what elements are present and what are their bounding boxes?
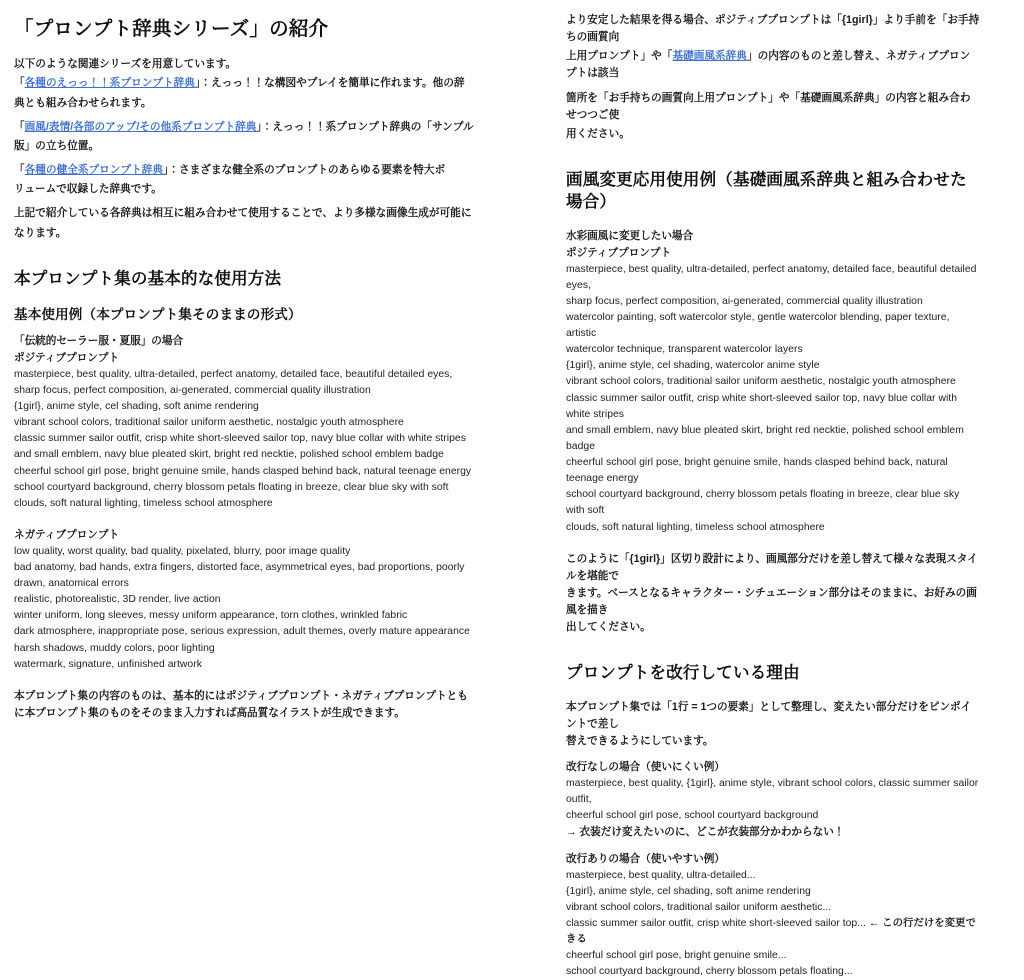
prompt-line: low quality, worst quality, bad quality, pixelated, blurry, poor image quality: [14, 545, 351, 557]
prompt-line: masterpiece, best quality, ultra-detailed, perfect anatomy, detailed face, beautiful detailed eyes,: [14, 368, 453, 380]
right-column: [512, 0, 1024, 978]
prompt-line-highlighted: [566, 916, 980, 948]
spacer: [14, 673, 476, 688]
series-item-2-continuation: 版」の立ち位置。: [14, 139, 100, 152]
prompt-line: drawn, anatomical errors: [14, 578, 129, 590]
closing-line-1: 上記で紹介している各辞典は相互に組み合わせて使用することで、より多様な画像生成が可能に: [14, 207, 472, 220]
prompt-line: sharp focus, perfect composition, ai-generated, commercial quality illustration: [14, 384, 371, 396]
prompt-line: bad anatomy, bad hands, extra fingers, distorted face, asymmetrical eyes, bad proportions, poorly: [14, 561, 465, 573]
series-link-2[interactable]: 画風/表情/各部のアップ/その他系プロンプト辞典: [24, 120, 257, 133]
intro-lead: 以下のような関連シリーズを用意しています。: [14, 58, 237, 71]
highlighted-prompt-text: classic summer sailor outfit, crisp white short-sleeved sailor top...: [566, 917, 866, 929]
prompt-line: clouds, soft natural lighting, timeless school atmosphere: [14, 497, 273, 509]
bad-example-result: → 衣装だけ変えたいのに、どこが衣装部分かわからない！: [566, 826, 845, 839]
prompt-line: and small emblem, navy blue pleated skirt, bright red necktie, polished school emblem badge: [566, 424, 964, 452]
style-note-line-2: きます。ベースとなるキャラクター・シチュエーション部分はそのままに、お好みの画風を描き: [566, 586, 977, 617]
style-positive-prompt-block: [566, 262, 980, 536]
style-note-line-1: このように「{1girl}」区切り設計により、画風部分だけを差し替えて様々な表現スタイルを堪能で: [566, 552, 978, 582]
style-case-label: 水彩画風に変更したい場合: [566, 229, 694, 242]
right-intro-suffix: 」の内容のものと差し替え、ネガティブプロンプトは該当: [566, 50, 971, 80]
prompt-line: sharp focus, perfect composition, ai-generated, commercial quality illustration: [566, 295, 923, 307]
series-desc-1: 」：えっっ！！な構図やプレイを簡単に作れます。他の辞: [194, 77, 465, 90]
series-item-3: [14, 162, 476, 179]
right-intro-line-1: より安定した結果を得る場合、ポジティブプロンプトは「{1girl}」より手前を「お手持ちの画質向: [566, 14, 980, 44]
bad-example-label: 改行なしの場合（使いにくい例）: [566, 761, 725, 774]
series-item-1: [14, 75, 476, 92]
page-title: 「プロンプト辞典シリーズ」の紹介: [14, 18, 329, 40]
prompt-line: and small emblem, navy blue pleated skirt, bright red necktie, polished school emblem badge: [14, 449, 444, 461]
prompt-line: watercolor technique, transparent watercolor layers: [566, 344, 803, 356]
series-desc-3: 」：さまざまな健全系のプロンプトのあらゆる要素を特大ボ: [163, 164, 446, 177]
newline-intro-line-1: 本プロンプト集では「1行 = 1つの要素」として整理し、変えたい部分だけをピンポイントで差し: [566, 700, 972, 730]
series-desc-2: 」：えっっ！！系プロンプト辞典の「サンプル: [256, 120, 474, 133]
spacer: [566, 842, 980, 851]
series-item-3-continuation: リュームで収録した辞典です。: [14, 183, 162, 196]
bracket-open: 「: [14, 120, 25, 133]
good-example-label: 改行ありの場合（使いやすい例）: [566, 852, 725, 865]
right-intro-prefix: 上用プロンプト」や「: [566, 50, 673, 63]
prompt-line: classic summer sailor outfit, crisp white short-sleeved sailor top, navy blue collar with white stripes: [566, 392, 957, 420]
prompt-line: dark atmosphere, inappropriate pose, serious expression, adult themes, overly mature appearance: [14, 626, 470, 638]
bracket-open: 「: [14, 164, 25, 177]
prompt-line: winter uniform, long sleeves, messy uniform appearance, torn clothes, wrinkled fabric: [14, 610, 408, 622]
prompt-line: harsh shadows, muddy colors, poor lighting: [14, 642, 215, 654]
right-intro-line-3: 箇所を「お手持ちの画質向上用プロンプト」や「基礎画風系辞典」の内容と組み合わせつつご使: [566, 91, 971, 121]
bad-example-block: [566, 776, 980, 824]
prompt-line: school courtyard background, cherry blossom petals floating...: [566, 966, 853, 978]
good-example-block: [566, 868, 980, 980]
negative-prompt-label: ネガティブプロンプト: [14, 528, 120, 541]
left-column: [0, 0, 512, 719]
prompt-line: cheerful school girl pose, bright genuine smile, hands clasped behind back, natural teenage energy: [566, 457, 948, 485]
base-style-dictionary-link[interactable]: 基礎画風系辞典: [672, 50, 747, 63]
prompt-line: classic summer sailor outfit, crisp white short-sleeved sailor top, navy blue collar with white stripes: [14, 433, 466, 445]
prompt-line: {1girl}, anime style, cel shading, watercolor anime style: [566, 360, 820, 372]
bracket-open: 「: [14, 77, 25, 90]
spacer: [566, 750, 980, 759]
subheading-basic-example: 基本使用例（本プロンプト集そのままの形式）: [14, 306, 302, 322]
series-item-1-continuation: 典とも組み合わせられます。: [14, 96, 152, 109]
prompt-line: cheerful school girl pose, school courtyard background: [566, 810, 819, 822]
closing-line-2: なります。: [14, 226, 67, 239]
prompt-line: vibrant school colors, traditional sailor uniform aesthetic, nostalgic youth atmosphere: [566, 376, 956, 388]
section-heading-style-change: 画風変更応用使用例（基礎画風系辞典と組み合わせた場合）: [566, 171, 967, 212]
section-heading-newline-reason: プロンプトを改行している理由: [566, 664, 800, 683]
prompt-line: masterpiece, best quality, {1girl}, anime style, vibrant school colors, classic summer sailor outfit,: [566, 778, 979, 806]
case-label: 「伝統的セーラー服・夏服」の場合: [14, 334, 184, 347]
prompt-line: masterpiece, best quality, ultra-detailed, perfect anatomy, detailed face, beautiful detailed eyes,: [566, 263, 977, 291]
prompt-line: cheerful school girl pose, bright genuine smile, hands clasped behind back, natural teenage energy: [14, 465, 472, 477]
footer-note-line-1: 本プロンプト集の内容のものは、基本的にはポジティブプロンプト・ネガティブプロンプトとも: [14, 689, 468, 702]
right-intro-line-2: [566, 48, 980, 82]
prompt-line: watermark, signature, unfinished artwork: [14, 658, 202, 670]
spacer: [14, 512, 476, 527]
prompt-line: masterpiece, best quality, ultra-detailed...: [566, 869, 756, 881]
positive-prompt-block: [14, 367, 476, 512]
prompt-line: realistic, photorealistic, 3D render, live action: [14, 594, 221, 606]
prompt-line: school courtyard background, cherry blossom petals floating in breeze, clear blue sky with soft: [14, 481, 449, 493]
series-item-2: [14, 119, 476, 136]
negative-prompt-block: [14, 544, 476, 673]
positive-prompt-label: ポジティブプロンプト: [14, 351, 120, 364]
spacer: [566, 536, 980, 551]
footer-note-line-2: に本プロンプト集のものをそのまま入力すれば高品質なイラストが生成できます。: [14, 706, 405, 719]
series-link-3[interactable]: 各種の健全系プロンプト辞典: [24, 164, 164, 177]
prompt-line: watercolor painting, soft watercolor style, gentle watercolor blending, paper texture, artistic: [566, 311, 950, 339]
prompt-line: cheerful school girl pose, bright genuine smile...: [566, 950, 787, 962]
style-note-line-3: 出してください。: [566, 621, 651, 634]
prompt-line: clouds, soft natural lighting, timeless school atmosphere: [566, 521, 825, 533]
prompt-line: school courtyard background, cherry blossom petals floating in breeze, clear blue sky with soft: [566, 489, 960, 517]
section-heading-basic-usage: 本プロンプト集の基本的な使用方法: [14, 269, 282, 288]
prompt-line: {1girl}, anime style, cel shading, soft anime rendering: [14, 401, 259, 412]
prompt-line: {1girl}, anime style, cel shading, soft anime rendering: [566, 885, 811, 897]
right-intro-line-4: 用ください。: [566, 127, 630, 140]
series-link-1[interactable]: 各種のえっっ！！系プロンプト辞典: [24, 77, 195, 90]
highlight-annotation: ← この行だけを変更できる: [566, 917, 976, 946]
prompt-line: vibrant school colors, traditional sailor uniform aesthetic, nostalgic youth atmosphere: [14, 417, 404, 429]
newline-intro-line-2: 替えできるようにしています。: [566, 734, 714, 747]
style-positive-prompt-label: ポジティブプロンプト: [566, 246, 672, 259]
prompt-line: vibrant school colors, traditional sailor uniform aesthetic...: [566, 901, 832, 913]
